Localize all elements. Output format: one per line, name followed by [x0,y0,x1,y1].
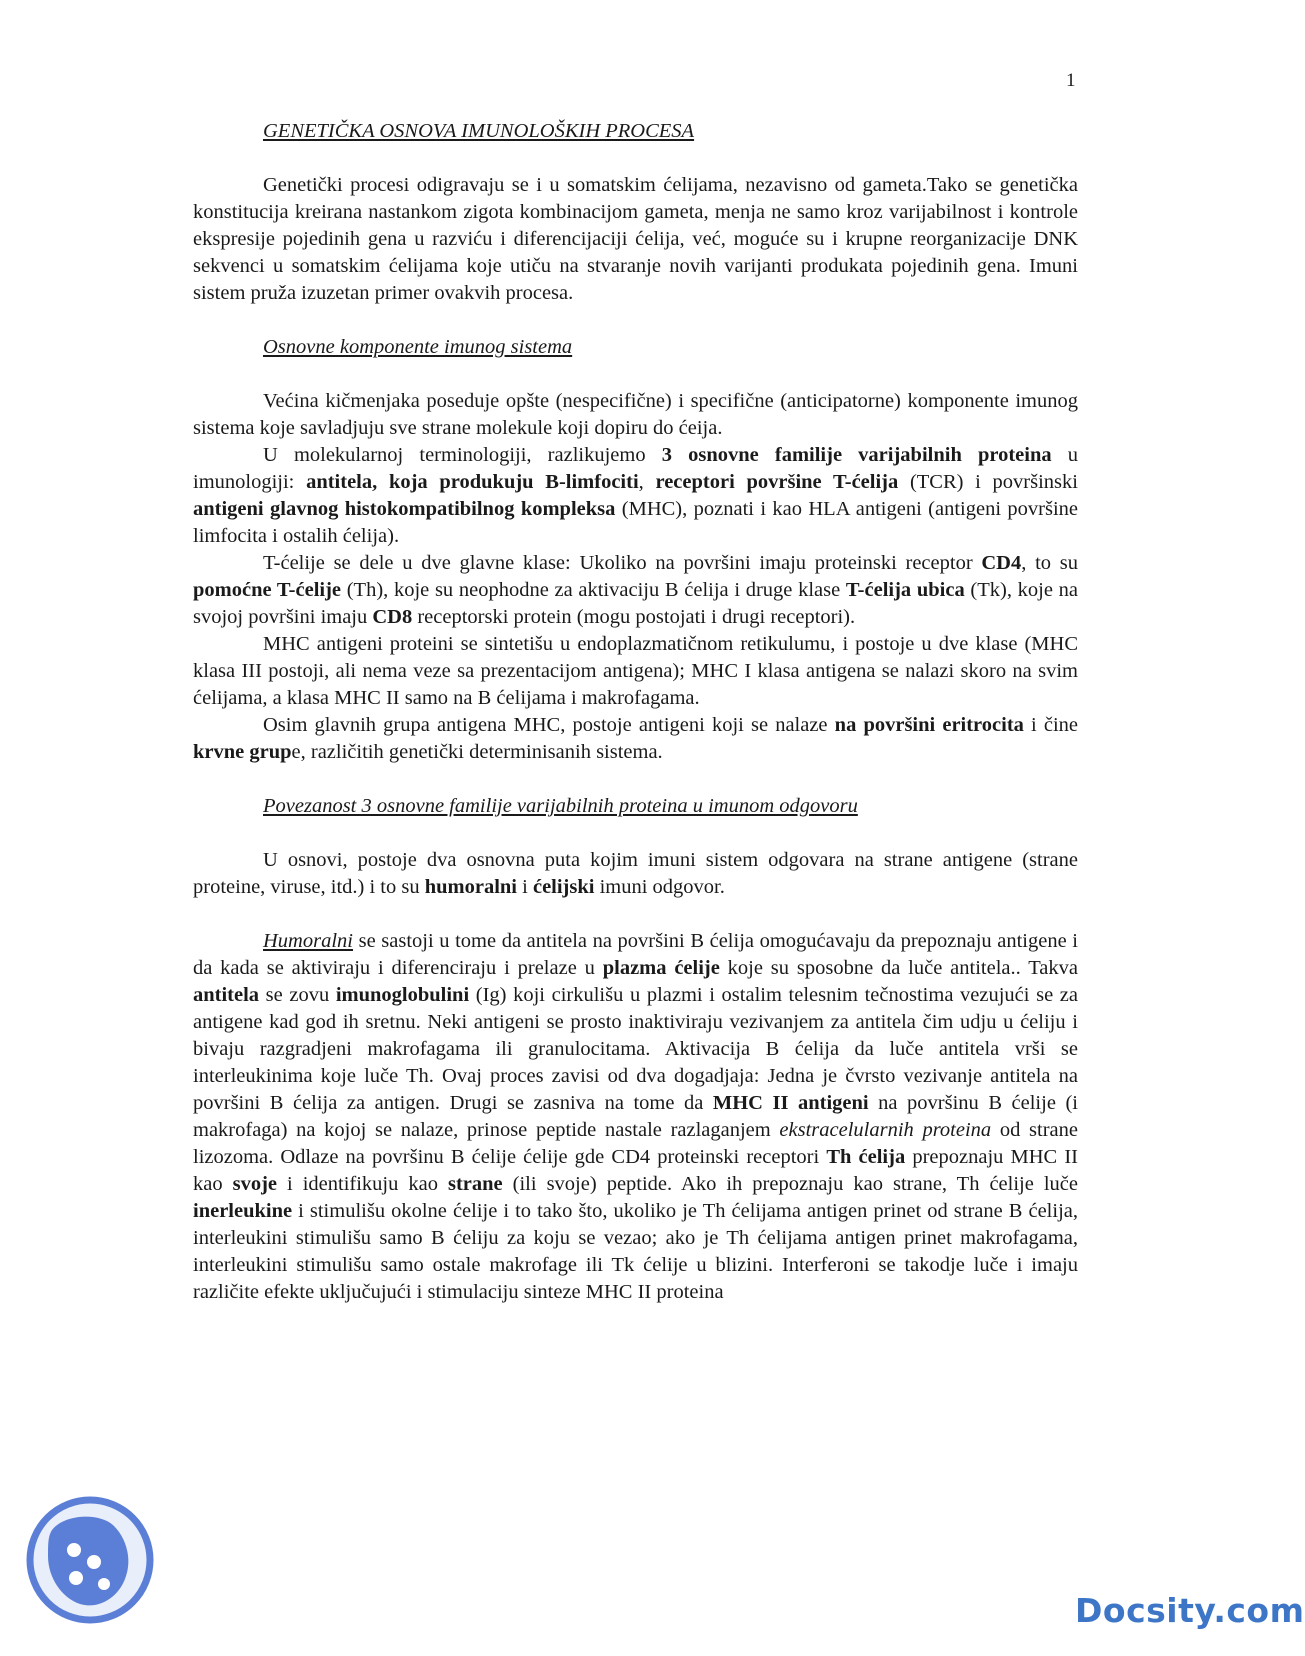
document-title: GENETIČKA OSNOVA IMUNOLOŠKIH PROCESA [263,120,695,142]
docsity-logo-icon [22,1492,158,1628]
paragraph: T-ćelije se dele u dve glavne klase: Ukoliko na površini imaju proteinski receptor CD4, to su pomoćne T-ćelije (Th), koje su neophodne za aktivaciju B ćelija i druge klase T-ćelija ubica (Tk), koje na svojoj površini imaju CD8 receptorski protein (mogu postojati i drugi receptori). [193,552,1078,628]
paragraph: U molekularnoj terminologiji, razlikujemo 3 osnovne familije varijabilnih proteina u imunologiji: antitela, koja produkuju B-limfociti, receptori površine T-ćelija (TCR) i površinski antigeni glavnog histokompatibilnog kompleksa (MHC), poznati i kao HLA antigeni (antigeni površine limfocita i ostalih ćelija). [193,444,1079,547]
section-heading-components: Osnovne komponente imunog sistema [263,336,573,358]
paragraph: MHC antigeni proteini se sintetišu u endoplazmatičnom retikulumu, i postoje u dve klase (MHC klasa III postoji, ali nema veze sa prezentacijom antigena); MHC I klasa antigena se nalazi skoro na svim ćelijama, a klasa MHC II samo na B ćelijama i makrofagama. [193,633,1078,709]
intro-paragraph: Genetički procesi odigravaju se i u somatskim ćelijama, nezavisno od gameta.Tako se genetička konstitucija kreirana nastankom zigota kombinacijom gameta, menja ne samo kroz varijabilnost i kontrole ekspresije pojedinih gena u razviću i diferencijaciji ćelija, već, moguće su i krupne reorganizacije DNK sekvenci u somatskim ćelijama koje utiču na stvaranje novih varijanti produkata pojedinih gena. Imuni sistem pruža izuzetan primer ovakvih procesa. [193,174,1078,304]
docsity-watermark: Docsity.com [1075,1591,1305,1630]
paragraph: Većina kičmenjaka poseduje opšte (nespecifične) i specifične (anticipatorne) komponente imunog sistema koje savladjuju sve strane molekule koji dopiru do ćeija. [193,390,1078,439]
page-number: 1 [1066,70,1076,91]
paragraph: Osim glavnih grupa antigena MHC, postoje antigeni koji se nalaze na površini eritrocita i čine krvne grupe, različitih genetički determinisanih sistema. [193,714,1079,763]
document-body [193,118,1078,1306]
paragraph: U osnovi, postoje dva osnovna puta kojim imuni sistem odgovara na strane antigene (strane proteine, viruse, itd.) i to su humoralni i ćelijski imuni odgovor. [193,849,1078,898]
paragraph: Humoralni se sastoji u tome da antitela na površini B ćelija omogućavaju da prepoznaju antigene i da kada se aktiviraju i diferenciraju i prelaze u plazma ćelije koje su sposobne da luče antitela.. Takva antitela se zovu imunoglobulini (Ig) koji cirkulišu u plazmi i ostalim telesnim tečnostima vezujući se za antigene kad god ih sretnu. Neki antigeni se prosto inaktiviraju vezivanjem za antitela čim udju u ćeliju i bivaju razgradjeni makrofagama ili granulocitama. Aktivacija B ćelija da luče antitela vrši se interleukinima koje luče Th. Ovaj proces zavisi od dva dogadjaja: Jedna je čvrsto vezivanje antitela na površini B ćelija za antigen. Drugi se zasniva na tome da MHC II antigeni na površinu B ćelije (i makrofaga) na kojoj se nalaze, prinose peptide nastale razlaganjem ekstracelularnih proteina od strane lizozoma. Odlaze na površinu B ćelije ćelije gde CD4 proteinski receptori Th ćelija prepoznaju MHC II kao svoje i identifikuju kao strane (ili svoje) peptide. Ako ih prepoznaju kao strane, Th ćelije luče inerleukine i stimulišu okolne ćelije i to tako što, ukoliko je Th ćelijama antigen prinet od strane B ćelija, interleukini stimulišu samo B ćeliju za koju se vezao; ako je Th ćelijama antigen prinet makrofagama, interleukini stimulišu samo ostale makrofage ili Tk ćelije u blizini. Interferoni se takodje luče i imaju različite efekte uključujući i stimulaciju sinteze MHC II proteina [193,930,1078,1303]
section-heading-relations: Povezanost 3 osnovne familije varijabilnih proteina u imunom odgovoru [263,795,858,817]
